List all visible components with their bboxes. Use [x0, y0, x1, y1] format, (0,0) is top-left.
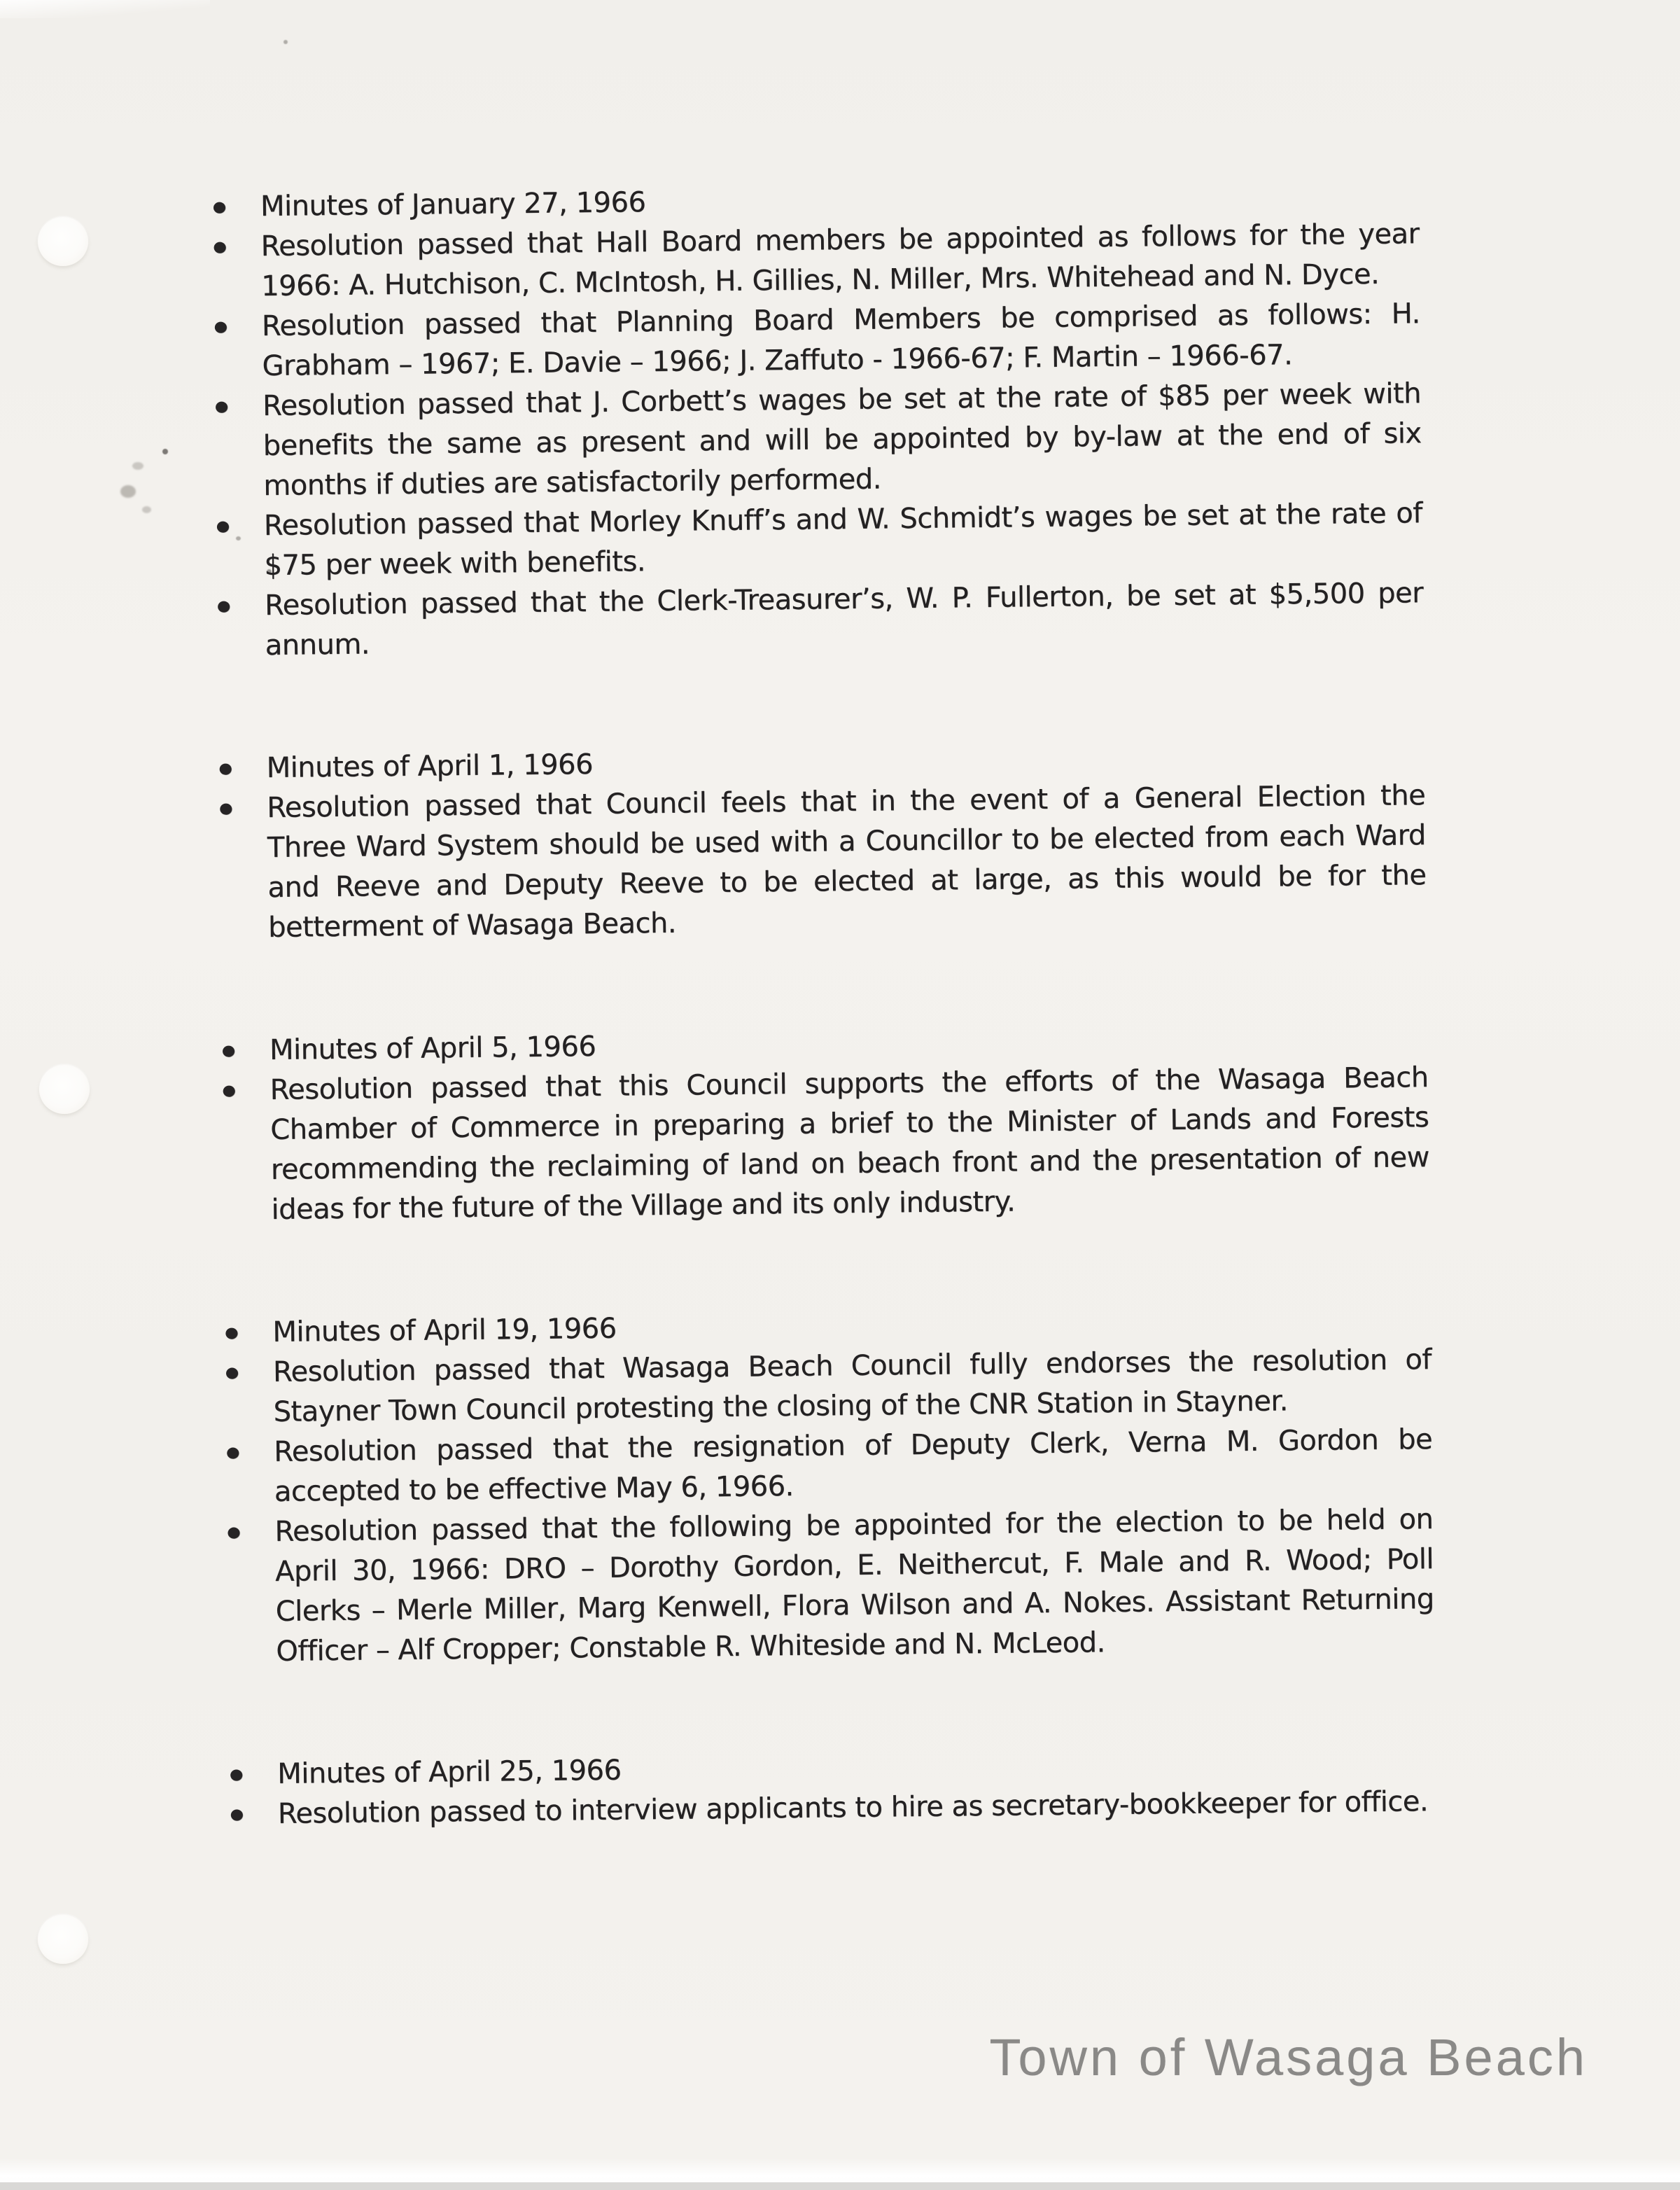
resolution-text: Resolution passed that Planning Board Members be comprised as follows: H. Grabham – 1967; E. Davie – 1966; J. Zaffuto - 1966-67; F. Martin – 1966-67. — [261, 298, 1420, 383]
scan-corner-glow — [0, 0, 210, 18]
bullet-icon — [223, 1045, 234, 1056]
ink-speck — [162, 449, 168, 454]
bullet-icon — [223, 1085, 235, 1096]
resolution-text: Resolution passed that this Council supports the efforts of the Wasaga Beach Chamber of Commerce in preparing a brief to the Minister of Lands and Forests recommending the reclaiming of land on beach front and the presentation of new ideas for the future of the Village and its only industry. — [270, 1061, 1430, 1226]
bullet-icon — [226, 1367, 238, 1379]
bullet-icon — [230, 1769, 242, 1780]
resolution-item — [264, 494, 1423, 586]
resolution-item — [262, 294, 1421, 386]
hole-punch-bottom — [38, 1915, 88, 1964]
resolution-text: Resolution passed that Hall Board members be appointed as follows for the year 1966: A. Hutchison, C. McIntosh, H. Gillies, N. Miller, Mrs. Whitehead and N. Dyce. — [260, 218, 1420, 303]
minutes-date-text: Minutes of April 5, 1966 — [269, 1030, 596, 1066]
scan-bottom-edge — [0, 2182, 1680, 2190]
minutes-section — [272, 1300, 1434, 1672]
resolution-text: Resolution passed that the resignation of Deputy Clerk, Verna M. Gordon be accepted to be effective May 6, 1966. — [273, 1423, 1433, 1508]
bullet-icon — [214, 242, 226, 253]
resolution-item — [270, 1058, 1429, 1230]
minutes-section — [266, 736, 1427, 948]
resolution-item — [267, 776, 1427, 948]
scan-bottom-glow — [0, 2158, 1680, 2183]
resolution-item — [260, 214, 1420, 307]
minutes-section — [270, 1018, 1430, 1230]
bullet-icon — [227, 1447, 239, 1458]
bullet-icon — [214, 202, 225, 214]
bullet-icon — [216, 402, 227, 413]
pencil-smudge — [142, 506, 151, 513]
hole-punch-middle — [39, 1065, 90, 1114]
minutes-section — [277, 1742, 1436, 1834]
document-body — [260, 174, 1438, 1917]
town-watermark: Town of Wasaga Beach — [989, 2028, 1588, 2086]
resolution-text: Resolution passed that the Clerk-Treasurer’s, W. P. Fullerton, be set at $5,500 per annum. — [264, 577, 1424, 662]
ink-speck — [236, 536, 241, 540]
minutes-date-text: Minutes of April 1, 1966 — [266, 748, 594, 784]
bullet-icon — [215, 322, 227, 333]
hole-punch-top — [38, 217, 88, 266]
ink-speck — [284, 40, 288, 44]
bullet-icon — [220, 764, 232, 775]
resolution-text: Resolution passed that the following be appointed for the election to be held on April 30, 1966: DRO – Dorothy Gordon, E. Neithercut, F. Male and R. Wood; Poll Clerks – Merle Miller, Marg Kenwell, Flora Wilson and A. Nokes. Assistant Returning Officer – Alf Cropper; Constable R. Whiteside and N. McLeod. — [274, 1503, 1434, 1668]
resolution-text: Resolution passed that Council feels that in the event of a General Election the Three Ward System should be used with a Councillor to be elected from each Ward and Reeve and Deputy Reeve to be elected at large, as this would be for the betterment of Wasaga Beach. — [267, 779, 1427, 944]
resolution-item — [273, 1340, 1432, 1432]
minutes-date-text: Minutes of January 27, 1966 — [260, 186, 646, 223]
resolution-text: Resolution passed that J. Corbett’s wages be set at the rate of $85 per week with benefits the same as present and will be appointed by by-law at the end of six months if duties are satisfactorily performed. — [262, 377, 1422, 503]
bullet-icon — [227, 1527, 239, 1538]
resolution-item — [265, 573, 1424, 666]
bullet-icon — [218, 601, 230, 613]
bullet-icon — [217, 522, 229, 533]
resolution-text: Resolution passed that Wasaga Beach Council fully endorses the resolution of Stayner Town Council protesting the closing of the CNR Station in Stayner. — [272, 1344, 1432, 1428]
pencil-smudge — [120, 485, 136, 498]
resolution-item — [274, 1500, 1434, 1672]
bullet-icon — [220, 804, 232, 815]
minutes-date-text: Minutes of April 19, 1966 — [272, 1312, 617, 1348]
resolution-text: Resolution passed that Morley Knuff’s and W. Schmidt’s wages be set at the rate of $75 per week with benefits. — [263, 497, 1423, 582]
bullet-icon — [225, 1327, 237, 1339]
bullet-icon — [231, 1809, 243, 1820]
minutes-date-text: Minutes of April 25, 1966 — [276, 1754, 622, 1790]
minutes-section — [260, 174, 1424, 666]
resolution-text: Resolution passed to interview applicants to hire as secretary-bookkeeper for office. — [277, 1785, 1429, 1830]
pencil-smudge — [132, 462, 144, 470]
resolution-item — [262, 374, 1422, 506]
resolution-item — [274, 1420, 1433, 1512]
